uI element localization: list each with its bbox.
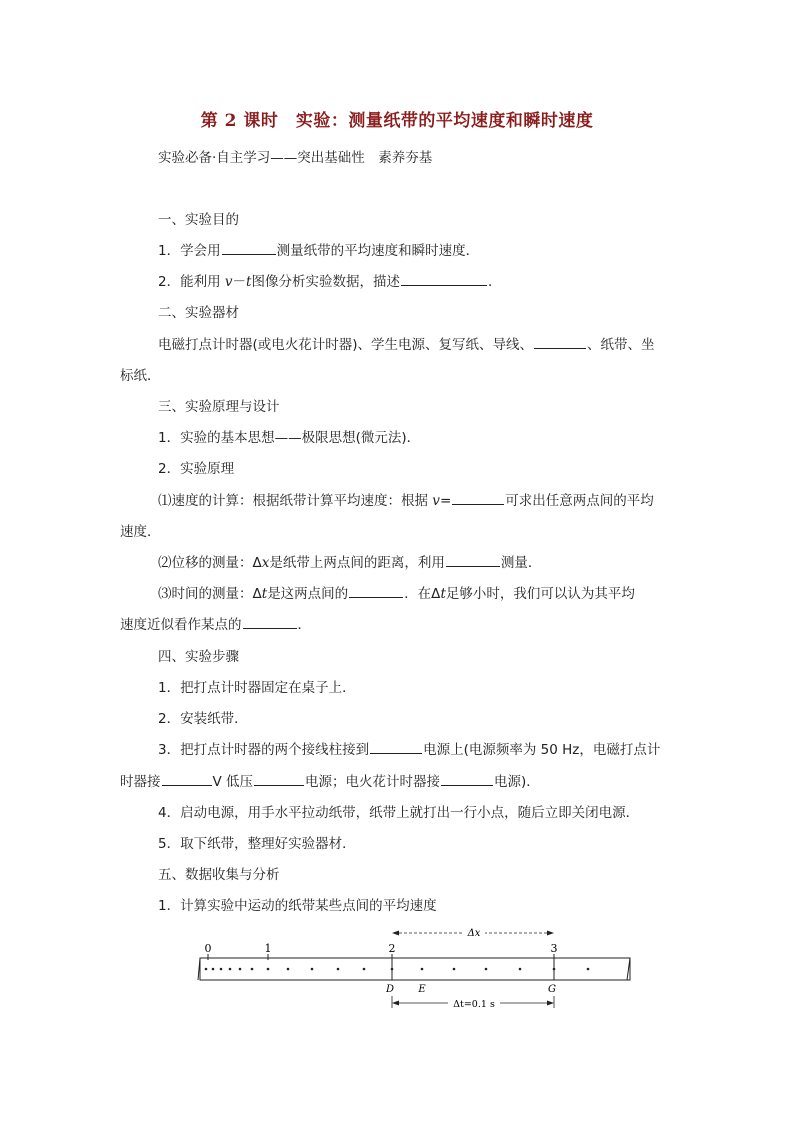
text: 测量． [500,555,542,571]
point-g: G [548,984,556,995]
principle-time-line-2 [120,613,311,633]
dx-arrow-left-head [392,931,399,936]
fill-blank [441,771,493,786]
var-v: v [432,493,440,509]
label-1: 1 [264,942,272,955]
fill-blank [446,552,500,567]
procedure-step-4: 4．启动电源，用手水平拉动纸带，纸带上就打出一行小点，随后立即关闭电源． [158,805,640,821]
fill-blank [254,771,304,786]
text: 速度近似看作某点的 [120,617,242,633]
fill-blank [452,490,504,505]
procedure-step-2: 2．安装纸带． [158,711,248,727]
fill-blank [401,271,487,286]
label-0: 0 [204,942,212,955]
fill-blank [370,739,422,754]
text: 是这两点间的 [267,586,349,602]
text: ．在Δ [404,586,441,602]
text: ． [297,617,311,633]
procedure-step-5: 5．取下纸带，整理好实验器材． [158,836,356,852]
text: － [232,274,247,290]
var-t: t [246,274,252,290]
fill-blank [534,334,586,349]
dt-arrow-right-head [547,1001,554,1006]
text: 时器接 [120,774,161,790]
point-e: E [418,984,426,995]
heading-purpose: 一、实验目的 [158,212,239,228]
var-x: x [261,555,270,571]
label-2: 2 [388,942,396,955]
heading-equipment: 二、实验器材 [158,305,239,321]
fill-blank [349,583,403,598]
equipment-line-1 [158,333,655,353]
text: 电源)． [494,774,540,790]
text: V 低压 [212,774,254,790]
text: 、纸带、坐 [587,337,655,353]
procedure-step-3-line-1 [158,738,660,758]
text: 2．能利用 [158,274,221,290]
principle-speed-line-2: 速度． [120,524,161,540]
section-subtitle: 实验必备·自主学习——突出基础性 素养夯基 [158,150,433,166]
text: 3．把打点计时器的两个接线柱接到 [158,742,370,758]
fill-blank [243,614,297,629]
fill-blank [162,771,212,786]
text: 足够小时，我们可以认为其平均 [445,586,635,602]
paper-tape [200,958,630,980]
principle-item-1: 1．实验的基本思想——极限思想(微元法)． [158,430,421,446]
var-t: t [440,586,446,602]
principle-item-2: 2．实验原理 [158,461,235,477]
dt-label: Δt=0.1 s [453,999,495,1010]
purpose-item-2 [158,270,501,290]
text: = [439,493,452,509]
heading-principle: 三、实验原理与设计 [158,399,280,415]
text: 电源；电火花计时器接 [305,774,441,790]
dt-arrow-left-head [392,1001,399,1006]
principle-speed-line-1 [158,489,654,509]
text: ． [487,274,502,290]
procedure-step-3-line-2 [120,770,540,790]
paper-tape-figure [190,920,640,1020]
text: ⑴速度的计算：根据纸带计算平均速度：根据 [158,493,433,509]
text: 电磁打点计时器(或电火花计时器)、学生电源、复写纸、导线、 [158,337,534,353]
principle-time-line-1 [158,582,635,602]
purpose-item-1 [158,239,479,259]
dx-label: Δx [467,928,481,939]
text: ⑵位移的测量：Δ [158,555,262,571]
var-t: t [261,586,268,602]
page-title: 第 2 课时 实验：测量纸带的平均速度和瞬时速度 [200,111,594,131]
dx-arrow-right-head [547,931,554,936]
fill-blank [222,240,276,255]
equipment-line-2: 标纸． [120,368,161,384]
principle-displacement [158,551,541,571]
text: 测量纸带的平均速度和瞬时速度． [276,243,480,259]
var-v: v [224,274,233,290]
text: 图像分析实验数据，描述 [251,274,400,290]
heading-data-analysis: 五、数据收集与分析 [158,867,280,883]
point-d: D [385,984,395,995]
text: 可求出任意两点间的平均 [505,493,654,509]
text: 电源上(电源频率为 50 Hz，电磁打点计 [423,742,661,758]
text: 是纸带上两点间的距离，利用 [269,555,445,571]
heading-procedure: 四、实验步骤 [158,649,239,665]
text: ⑶时间的测量：Δ [158,586,262,602]
procedure-step-1: 1．把打点计时器固定在桌子上． [158,680,356,696]
label-3: 3 [550,942,558,955]
data-analysis-item-1: 1．计算实验中运动的纸带某些点间的平均速度 [158,898,437,914]
text: 1．学会用 [158,243,221,259]
